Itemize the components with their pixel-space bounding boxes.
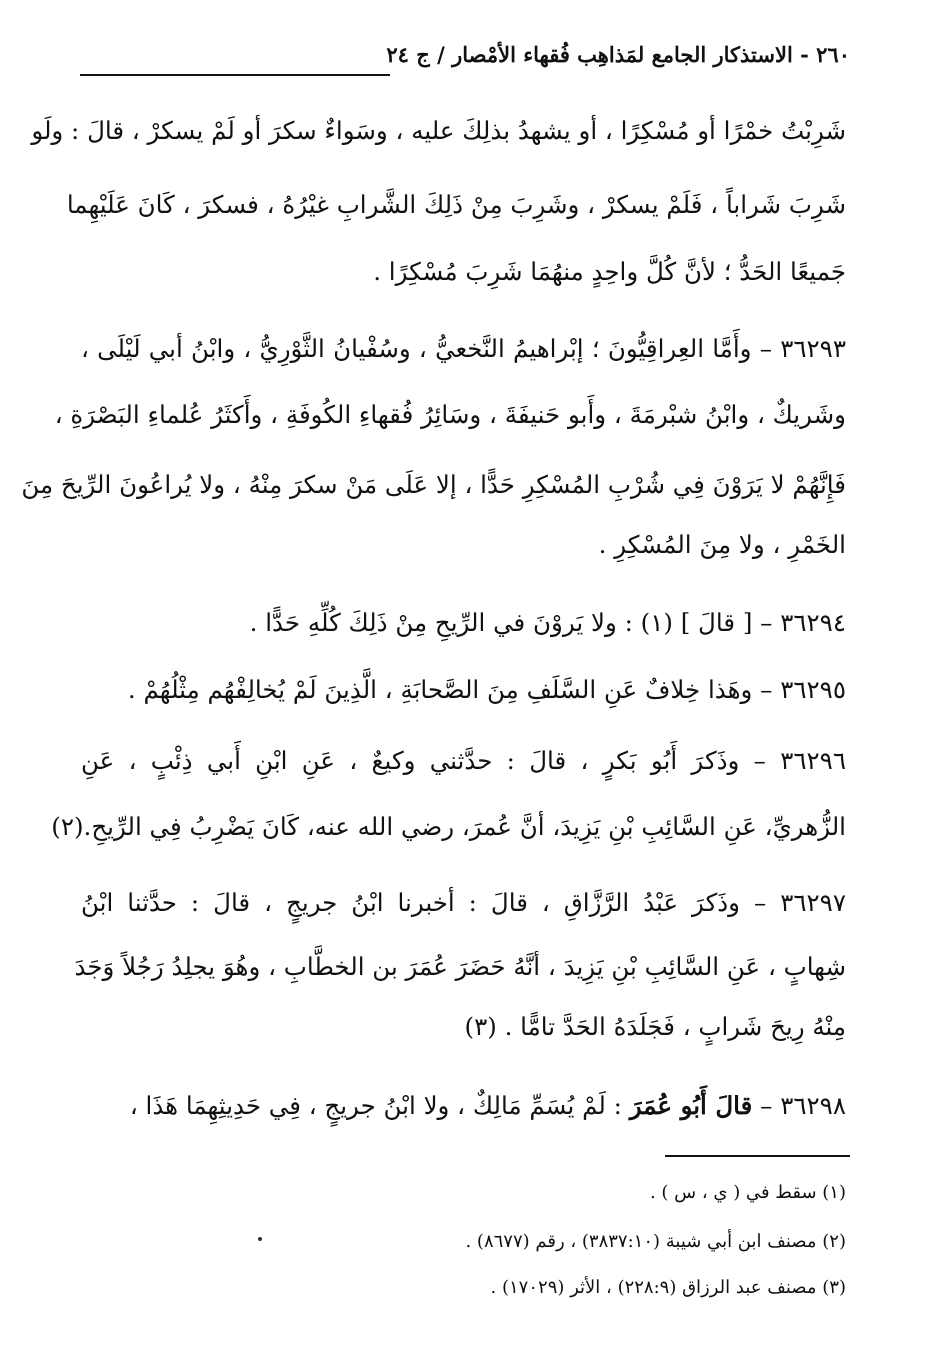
footnote-1: (١) سقط في ( ي ، س ) . xyxy=(649,1182,846,1203)
para-36297-line-3: مِنْهُ رِيحَ شَرابٍ ، فَجَلَدَهُ الحَدَّ تامًّا . (٣) xyxy=(464,1012,846,1041)
para-36297-line-2: شِهابٍ ، عَنِ السَّائِبِ بْنِ يَزِيدَ ، أنَّهُ حَضَرَ عُمَرَ بن الخطَّابِ ، وهُوَ يجلِدُ رَجُلاً وَجَدَ xyxy=(74,952,846,981)
para-36293-line-4: الخَمْرِ ، ولا مِنَ المُسْكِرِ . xyxy=(598,530,846,559)
para-36294: ٣٦٢٩٤ – [ قالَ ] (١) : ولا يَروْنَ في الرِّيحِ مِنْ ذَلِكَ كُلِّهِ حَدًّا . xyxy=(249,608,846,637)
para-36298-text: : لَمْ يُسَمِّ مَالِكٌ ، ولا ابْنُ جريجٍ ، فِي حَدِيثِهِمَا هَذَا ، xyxy=(129,1091,622,1120)
running-header: ٢٦٠ - الاستذكار الجامع لمَذاهِب فُقهاء الأمْصار / ج ٢٤ xyxy=(386,42,850,67)
para-36293-line-1: ٣٦٢٩٣ – وأَمَّا العِراقِيُّونَ ؛ إبْراهيمُ النَّخعيُّ ، وسُفْيانُ الثَّوْرِيُّ ، وابْنُ أبي لَيْلَى ، xyxy=(81,334,846,363)
body-line-2: شَرِبَ شَراباً ، فَلَمْ يسكرْ ، وشَرِبَ مِنْ ذَلِكَ الشَّرابِ غيْرُهُ ، فسكرَ ، كَانَ عَلَيْهِما xyxy=(66,190,846,219)
body-line-1: شَرِبْتُ خمْرًا أو مُسْكِرًا ، أو يشهدُ بذلِكَ عليه ، وسَواءٌ سكرَ أو لَمْ يسكرْ ، قالَ : ولَو xyxy=(31,116,846,145)
para-36297-line-1: ٣٦٢٩٧ – وذَكرَ عَبْدُ الرَّزَّاقِ ، قالَ : أخبرنا ابْنُ جريجٍ ، قالَ : حدَّثنا ابْنُ xyxy=(81,888,846,917)
para-36298 xyxy=(81,1083,846,1129)
header-rule xyxy=(80,74,390,76)
para-36293-line-2: وشَريكٌ ، وابْنُ شبْرمَةَ ، وأَبو حَنيفَةَ ، وسَائِرُ فُقهاءِ الكُوفَةِ ، وأَكثَرُ عُلماءِ البَصْرَةِ ، xyxy=(54,400,846,429)
para-36295: ٣٦٢٩٥ – وهَذا خِلافٌ عَنِ السَّلَفِ مِنَ الصَّحابَةِ ، الَّذِينَ لَمْ يُخالِفْهُم مِثْلُهُمْ . xyxy=(127,675,846,704)
footnote-rule xyxy=(665,1155,850,1157)
body-line-3: جَميعًا الحَدُّ ؛ لأنَّ كُلَّ واحِدٍ منهُمَا شَرِبَ مُسْكِرًا . xyxy=(373,257,846,286)
para-36293-line-3: فَإِنَّهُمْ لا يَرَوْنَ فِي شُرْبِ المُسْكِرِ حَدًّا ، إلا عَلَى مَنْ سكرَ مِنْهُ ، ولا يُراعُونَ الرِّيحَ مِنَ xyxy=(21,470,846,499)
para-36296-line-1: ٣٦٢٩٦ – وذَكرَ أَبُو بَكرٍ ، قالَ : حدَّثني وكيعٌ ، عَنِ ابْنِ أَبي ذِئْبٍ ، عَنِ xyxy=(81,746,846,775)
footnote-2: (٢) مصنف ابن أبي شيبة (٣٨٣٧:١٠) ، رقم (٨٦٧٧) . xyxy=(465,1231,846,1252)
para-36298-speaker: قالَ أَبُو عُمَرَ xyxy=(629,1091,753,1120)
para-36298-number: ٣٦٢٩٨ – xyxy=(760,1091,846,1120)
para-36296-line-2: الزُّهريِّ، عَنِ السَّائِبِ بْنِ يَزِيدَ، أنَّ عُمرَ، رضي الله عنه، كَانَ يَضْرِبُ فِي الرِّيحِ.(٢) xyxy=(51,812,846,841)
print-speck xyxy=(258,1237,262,1241)
footnote-3: (٣) مصنف عبد الرزاق (٢٢٨:٩) ، الأثر (١٧٠٢٩) . xyxy=(490,1277,846,1298)
